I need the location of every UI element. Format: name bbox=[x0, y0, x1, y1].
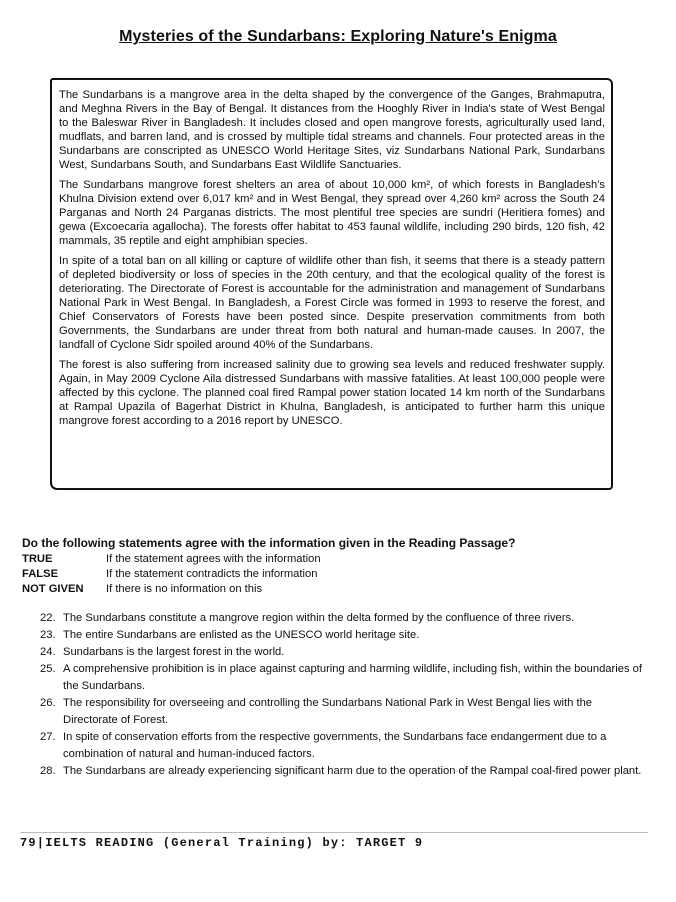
question-text: Sundarbans is the largest forest in the world. bbox=[63, 646, 285, 658]
reading-passage-box bbox=[50, 78, 613, 490]
answer-key-term: TRUE bbox=[22, 553, 53, 565]
question-item bbox=[40, 763, 648, 780]
footer-divider bbox=[20, 832, 648, 833]
question-item bbox=[40, 661, 648, 695]
answer-key-description: If the statement agrees with the information bbox=[106, 553, 321, 565]
instructions-heading: Do the following statements agree with the information given in the Reading Passage? bbox=[22, 536, 516, 550]
page-footer: 79|IELTS READING (General Training) by: TARGET 9 bbox=[20, 836, 424, 850]
question-number: 26. bbox=[40, 697, 56, 709]
passage-paragraph: In spite of a total ban on all killing or capture of wildlife other than fish, it seems that there is a steady pattern of depleted biodiversity or loss of species in the 20th century, and that the ecological quality of the forest is deteriorating. The Directorate of Forest is accountable for the administration and management of Sundarbans National Park in West Bengal. In Bangladesh, a Forest Circle was formed in 1993 to reserve the forest, and Chief Conservators of Forests have been posted since. Despite preservation commitments from both Governments, the Sundarbans are under threat from both natural and human-made causes. In 2007, the landfall of Cyclone Sidr spoiled around 40% of the Sundarbans. bbox=[59, 255, 605, 351]
question-text: In spite of conservation efforts from the respective governments, the Sundarbans face endangerment due to a combination of natural and human-induced factors. bbox=[63, 731, 607, 760]
question-item bbox=[40, 729, 648, 763]
answer-key-row bbox=[22, 552, 652, 567]
answer-key-row bbox=[22, 567, 652, 582]
question-text: The Sundarbans constitute a mangrove region within the delta formed by the confluence of three rivers. bbox=[63, 612, 575, 624]
passage-paragraph: The forest is also suffering from increased salinity due to growing sea levels and reduced freshwater supply. Again, in May 2009 Cyclone Aila distressed Sundarbans with massive fatalities. At least 100,000 people were affected by this cyclone. The planned coal fired Rampal power station located 14 km north of the Sundarbans at Rampal Upazila of Bagerhat District in Khulna, Bangladesh, is anticipated to further harm this unique mangrove forest according to a 2016 report by UNESCO. bbox=[59, 359, 605, 427]
answer-key-term: FALSE bbox=[22, 568, 59, 580]
question-text: The entire Sundarbans are enlisted as the UNESCO world heritage site. bbox=[63, 629, 420, 641]
question-number: 24. bbox=[40, 646, 56, 658]
question-list bbox=[40, 610, 648, 780]
question-item bbox=[40, 610, 648, 627]
answer-key-row bbox=[22, 582, 652, 597]
question-number: 28. bbox=[40, 765, 56, 777]
question-number: 27. bbox=[40, 731, 56, 743]
question-item bbox=[40, 627, 648, 644]
question-number: 23. bbox=[40, 629, 56, 641]
question-number: 25. bbox=[40, 663, 56, 675]
answer-key-description: If there is no information on this bbox=[106, 583, 263, 595]
question-number: 22. bbox=[40, 612, 56, 624]
question-instructions bbox=[22, 536, 652, 597]
question-text: A comprehensive prohibition is in place against capturing and harming wildlife, including fish, within the boundaries of the Sundarbans. bbox=[63, 663, 642, 692]
page-title: Mysteries of the Sundarbans: Exploring Nature's Enigma bbox=[119, 28, 557, 45]
passage-paragraph: The Sundarbans is a mangrove area in the delta shaped by the convergence of the Ganges, Brahmaputra, and Meghna Rivers in the Bay of Bengal. It distances from the Hooghly River in India's state of West Bengal to the Baleswar River in Bangladesh. It includes closed and open mangrove forests, agriculturally used land, mudflats, and barren land, and is crossed by multiple tidal streams and channels. Four protected areas in the Sundarbans are conscripted as UNESCO World Heritage Sites, viz Sundarbans National Park, Sundarbans West, Sundarbans South, and Sundarbans East Wildlife Sanctuaries. bbox=[59, 89, 605, 171]
answer-key-description: If the statement contradicts the information bbox=[106, 568, 318, 580]
passage-paragraph: The Sundarbans mangrove forest shelters an area of about 10,000 km², of which forests in Bangladesh's Khulna Division extend over 6,017 km² and in West Bengal, they spread over 4,260 km² across the South 24 Parganas and North 24 Parganas districts. The most plentiful tree species are sundri (Heritiera fomes) and gewa (Excoecaria agallocha). The forests offer habitat to 453 faunal wildlife, including 290 birds, 120 fish, 42 mammals, 35 reptile and eight amphibian species. bbox=[59, 179, 605, 247]
answer-key-term: NOT GIVEN bbox=[22, 583, 84, 595]
question-text: The Sundarbans are already experiencing significant harm due to the operation of the Rampal coal-fired power plant. bbox=[63, 765, 642, 777]
question-item bbox=[40, 695, 648, 729]
question-item bbox=[40, 644, 648, 661]
question-text: The responsibility for overseeing and controlling the Sundarbans National Park in West Bengal lies with the Directorate of Forest. bbox=[63, 697, 593, 726]
